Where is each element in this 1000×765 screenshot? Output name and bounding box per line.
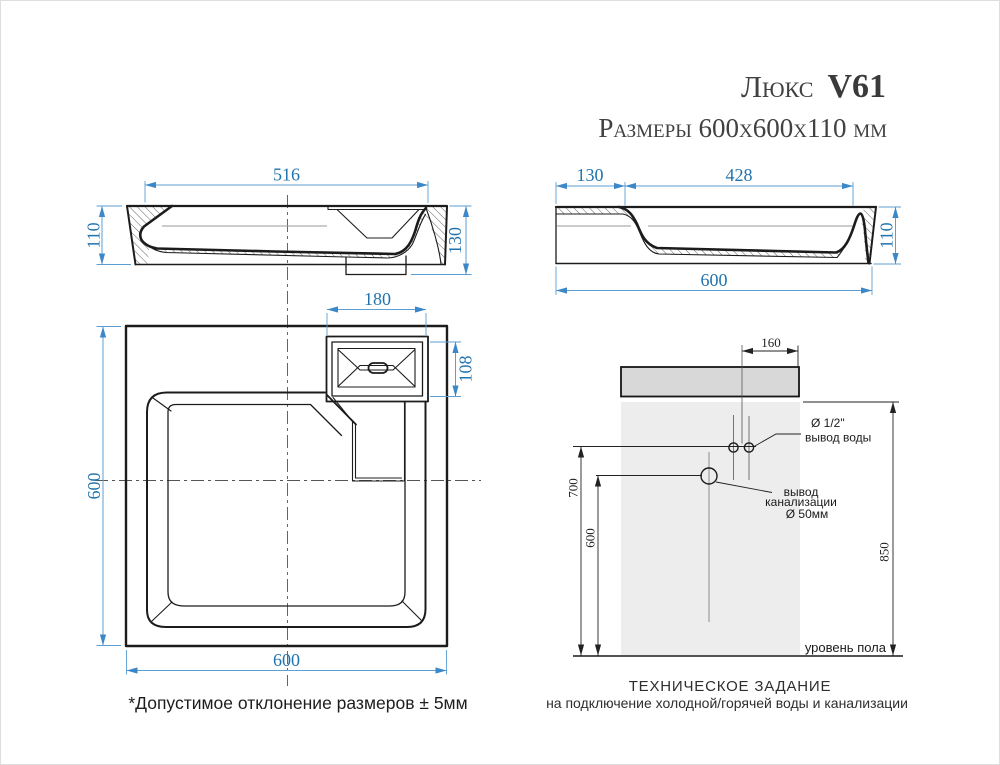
dim-tap-offset: 160: [761, 335, 781, 350]
dim-total-height: 850: [876, 542, 892, 562]
sewage-label-line1: вывод: [783, 485, 819, 499]
dim-side-basin: 428: [725, 165, 753, 185]
sewage-label-line2: канализации: [765, 495, 837, 509]
water-size-label: Ø 1/2": [811, 416, 845, 430]
dim-top-width: 600: [273, 650, 300, 670]
dim-front-height-left: 110: [83, 222, 104, 249]
spec-caption-title: ТЕХНИЧЕСКОЕ ЗАДАНИЕ: [628, 678, 832, 695]
pedestal-zone: [621, 402, 800, 655]
model-name: Люкс: [741, 69, 814, 104]
dim-side-width: 600: [700, 270, 728, 290]
page-subtitle: Размеры 600х600х110 мм: [598, 113, 887, 143]
tolerance-note: *Допустимое отклонение размеров ± 5мм: [128, 693, 468, 713]
sewage-size-label: Ø 50мм: [785, 507, 829, 521]
dim-drain-depth: 108: [455, 355, 476, 383]
water-outlet-label: вывод воды: [805, 430, 872, 445]
dim-sewage-height: 600: [582, 528, 598, 548]
floor-level-label: уровень пола: [804, 640, 886, 655]
dim-top-height: 600: [84, 472, 104, 500]
dim-front-height-right: 130: [445, 227, 465, 254]
dim-water-height: 700: [565, 478, 581, 498]
dim-drain-width: 180: [364, 289, 391, 309]
sink-silhouette: [621, 367, 799, 397]
dim-front-width: 516: [273, 164, 300, 185]
model-code: V61: [827, 68, 886, 105]
dim-side-deck: 130: [576, 165, 604, 185]
dim-side-height: 110: [876, 222, 897, 249]
spec-caption-subtitle: на подключение холодной/горячей воды и канализации: [546, 695, 908, 711]
